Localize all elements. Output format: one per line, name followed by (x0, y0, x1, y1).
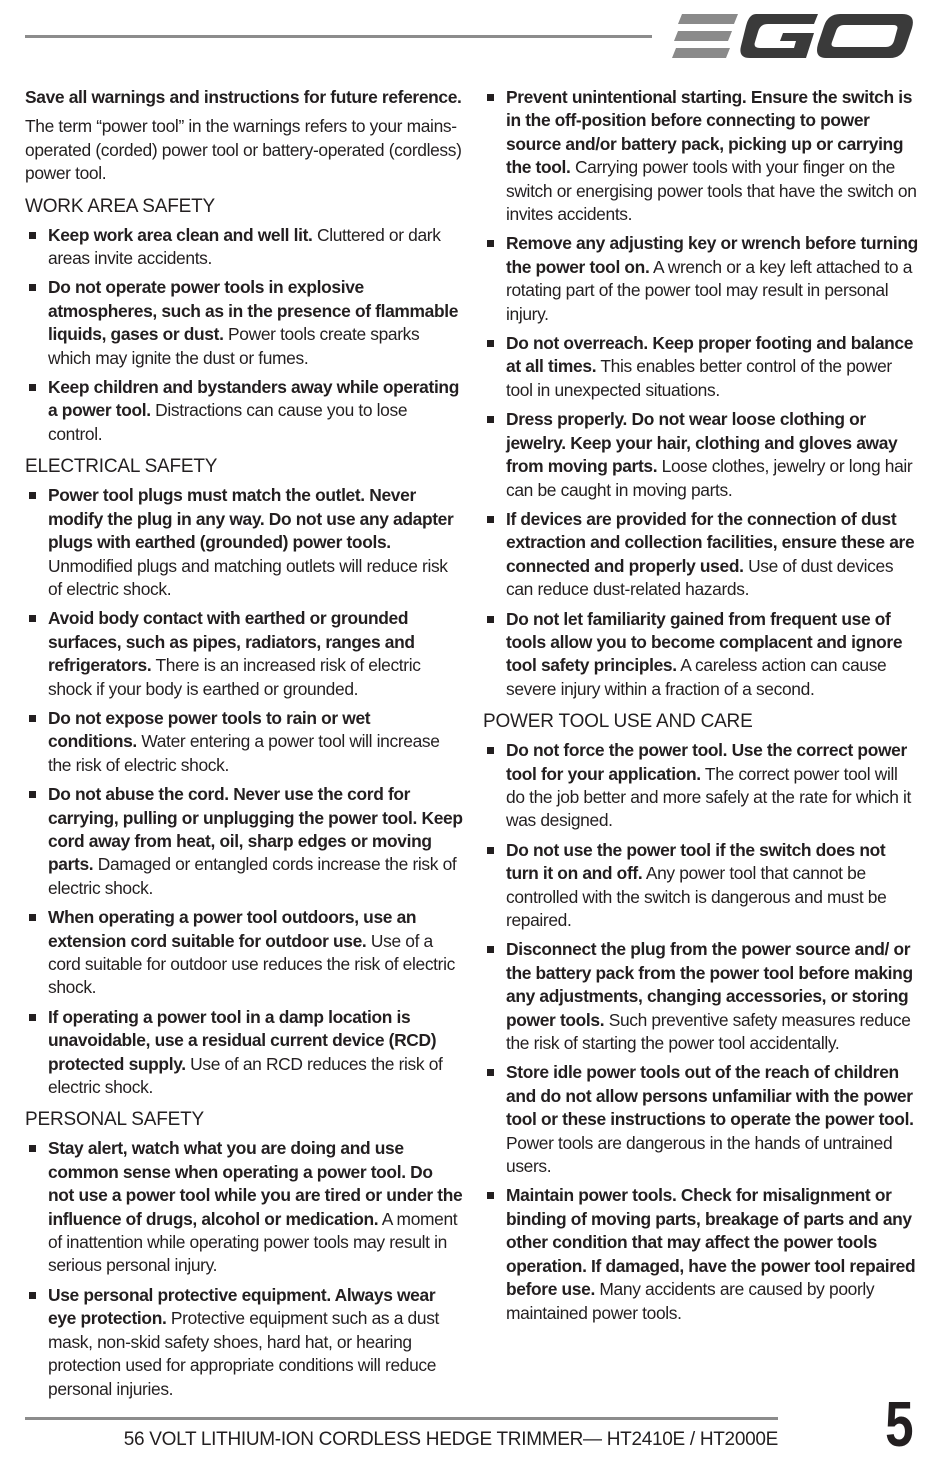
item-text: Many accidents are caused by poorly maintained power tools. (506, 1279, 875, 1323)
item-text: A wrench or a key left attached to a rotating part of the power tool may result in personal injury. (506, 256, 913, 324)
list-item (483, 508, 919, 602)
item-text: Use of dust devices can reduce dust-related hazards. (506, 555, 894, 600)
item-bold: Do not abuse the cord. Never use the cord for carrying, pulling or unplugging the power tool. Keep cord away from heat, oil, sharp edges or moving parts. (48, 784, 463, 875)
list-item (25, 783, 463, 900)
item-bold: When operating a power tool outdoors, use an extension cord suitable for outdoor use. (48, 907, 417, 951)
bullet-square-icon (487, 616, 494, 623)
item-bold: If operating a power tool in a damp location is unavoidable, use a residual current device (RCD) protected supply. (48, 1006, 437, 1074)
item-text: Unmodified plugs and matching outlets will reduce risk of electric shock. (48, 555, 448, 599)
list-item (25, 224, 463, 271)
list-item (483, 938, 919, 1055)
list-item (483, 232, 919, 326)
left-column (25, 86, 463, 1407)
item-bold: Do not use the power tool if the switch does not turn it on and off. (506, 839, 886, 884)
bullet-square-icon (29, 1145, 36, 1152)
intro-bold: Save all warnings and instructions for future reference. (25, 87, 462, 107)
list-item (483, 408, 919, 502)
list-item (25, 1006, 463, 1100)
heading-electrical-safety: ELECTRICAL SAFETY (25, 456, 218, 478)
right-column (483, 86, 919, 1331)
item-text: Use of a cord suitable for outdoor use reduces the risk of electric shock. (48, 930, 455, 998)
bullet-square-icon (487, 847, 494, 854)
electrical-list (25, 484, 463, 1099)
item-text: Such preventive safety measures reduce the risk of starting the power tool accidentally. (506, 1009, 911, 1054)
ego-logo (672, 8, 914, 64)
item-text: There is an increased risk of electric shock if your body is earthed or grounded. (48, 655, 421, 699)
item-text: A careless action can cause severe injury within a fraction of a second. (506, 655, 887, 699)
list-item (25, 1284, 463, 1401)
list-item (483, 86, 919, 226)
bullet-square-icon (29, 1014, 36, 1021)
item-bold: Keep work area clean and well lit. (48, 224, 313, 245)
item-text: Distractions can cause you to lose control. (48, 400, 408, 444)
header-rule (25, 35, 652, 38)
heading-work-area-safety: WORK AREA SAFETY (25, 195, 216, 217)
bullet-square-icon (29, 715, 36, 722)
list-item (483, 1061, 919, 1178)
item-text: The correct power tool will do the job better and more safely at the rate for which it was designed. (506, 763, 912, 831)
item-bold: Do not expose power tools to rain or wet conditions. (48, 707, 371, 752)
bullet-square-icon (487, 946, 494, 953)
item-bold: Stay alert, watch what you are doing and use common sense when operating a power tool. Do not use a power tool while you are tired or under the influence of drugs, alcohol or medication. (48, 1138, 463, 1229)
item-bold: Dress properly. Do not wear loose clothing or jewelry. Keep your hair, clothing and gloves away from moving parts. (506, 409, 898, 477)
bullet-square-icon (29, 284, 36, 291)
bullet-square-icon (29, 615, 36, 622)
bullet-square-icon (487, 340, 494, 347)
heading-personal-safety: PERSONAL SAFETY (25, 1109, 204, 1131)
bullet-square-icon (29, 492, 36, 499)
personal-continued-list (483, 86, 919, 701)
item-text: This enables better control of the power tool in unexpected situations. (506, 356, 892, 400)
footer-title: 56 VOLT LITHIUM-ION CORDLESS HEDGE TRIMMER— HT2410E / HT2000E (123, 1429, 778, 1450)
list-item (483, 1184, 919, 1324)
list-item (25, 276, 463, 370)
item-bold: Prevent unintentional starting. Ensure the switch is in the off-position before connecting to power source and/or battery pack, picking up or carrying the tool. (506, 87, 913, 178)
heading-power-tool-use-and-care: POWER TOOL USE AND CARE (483, 711, 753, 733)
bullet-square-icon (487, 416, 494, 423)
list-item (25, 906, 463, 1000)
list-item (25, 607, 463, 701)
item-bold: Do not let familiarity gained from frequent use of tools allow you to become complacent and ignore tool safety principles. (506, 608, 903, 676)
item-text: Power tools create sparks which may ignite the dust or fumes. (48, 324, 420, 368)
bullet-square-icon (487, 1192, 494, 1199)
bullet-square-icon (487, 240, 494, 247)
item-text: Damaged or entangled cords increase the risk of electric shock. (48, 854, 457, 898)
work-area-list (25, 224, 463, 447)
item-text: A moment of inattention while operating power tools may result in serious personal injury. (48, 1208, 458, 1276)
item-bold: Do not force the power tool. Use the correct power tool for your application. (506, 740, 907, 784)
bullet-square-icon (29, 1292, 36, 1299)
bullet-square-icon (29, 232, 36, 239)
item-bold: Keep children and bystanders away while operating a power tool. (48, 377, 459, 421)
bullet-square-icon (487, 747, 494, 754)
bullet-square-icon (487, 94, 494, 101)
tool-use-list (483, 739, 919, 1325)
item-text: Protective equipment such as a dust mask, non-skid safety shoes, hard hat, or hearing protection used for appropriate conditions will reduce personal injuries. (48, 1308, 440, 1399)
item-text: Use of an RCD reduces the risk of electric shock. (48, 1053, 443, 1098)
list-item (483, 332, 919, 402)
item-text: Loose clothes, jewelry or long hair can be caught in moving parts. (506, 456, 913, 500)
item-bold: Do not operate power tools in explosive atmospheres, such as in the presence of flammable liquids, gases or dust. (48, 277, 459, 345)
intro-text: The term “power tool” in the warnings refers to your mains-operated (corded) power tool or battery-operated (cordless) power tool. (25, 116, 462, 184)
item-text: Power tools are dangerous in the hands of untrained users. (506, 1132, 893, 1177)
item-bold: Remove any adjusting key or wrench before turning the power tool on. (506, 233, 918, 277)
bullet-square-icon (29, 791, 36, 798)
list-item (25, 707, 463, 777)
bullet-square-icon (29, 384, 36, 391)
item-bold: Store idle power tools out of the reach of children and do not allow persons unfamiliar with the power tool or these instructions to operate the power tool. (506, 1062, 914, 1130)
item-bold: Maintain power tools. Check for misalignment or binding of moving parts, breakage of parts and any other condition that may affect the power tools operation. If damaged, have the power tool repaired before use. (506, 1185, 916, 1300)
item-text: Cluttered or dark areas invite accidents. (48, 224, 441, 269)
item-text: Any power tool that cannot be controlled with the switch is dangerous and must be repaired. (506, 863, 887, 930)
item-bold: Do not overreach. Keep proper footing and balance at all times. (506, 333, 914, 377)
footer-rule (25, 1417, 778, 1420)
bullet-square-icon (487, 1069, 494, 1076)
bullet-square-icon (487, 516, 494, 523)
bullet-square-icon (29, 914, 36, 921)
list-item (483, 739, 919, 833)
item-bold: Power tool plugs must match the outlet. Never modify the plug in any way. Do not use any adapter plugs with earthed (grounded) power tools. (48, 485, 454, 553)
item-bold: Avoid body contact with earthed or grounded surfaces, such as pipes, radiators, ranges and refrigerators. (48, 608, 415, 676)
item-text: Water entering a power tool will increase the risk of electric shock. (48, 731, 440, 775)
list-item (25, 484, 463, 601)
item-bold: If devices are provided for the connection of dust extraction and collection facilities, ensure these are connected and properly used. (506, 508, 915, 576)
personal-list (25, 1137, 463, 1400)
page-number: 5 (885, 1388, 914, 1460)
list-item (25, 1137, 463, 1277)
item-text: Carrying power tools with your finger on the switch or energising power tools that have the switch on invites accidents. (506, 157, 917, 225)
list-item (483, 608, 919, 702)
item-bold: Disconnect the plug from the power source and/ or the battery pack from the power tool before making any adjustments, changing accessories, or storing power tools. (506, 939, 913, 1030)
list-item (483, 839, 919, 933)
list-item (25, 376, 463, 446)
item-bold: Use personal protective equipment. Always wear eye protection. (48, 1284, 436, 1329)
